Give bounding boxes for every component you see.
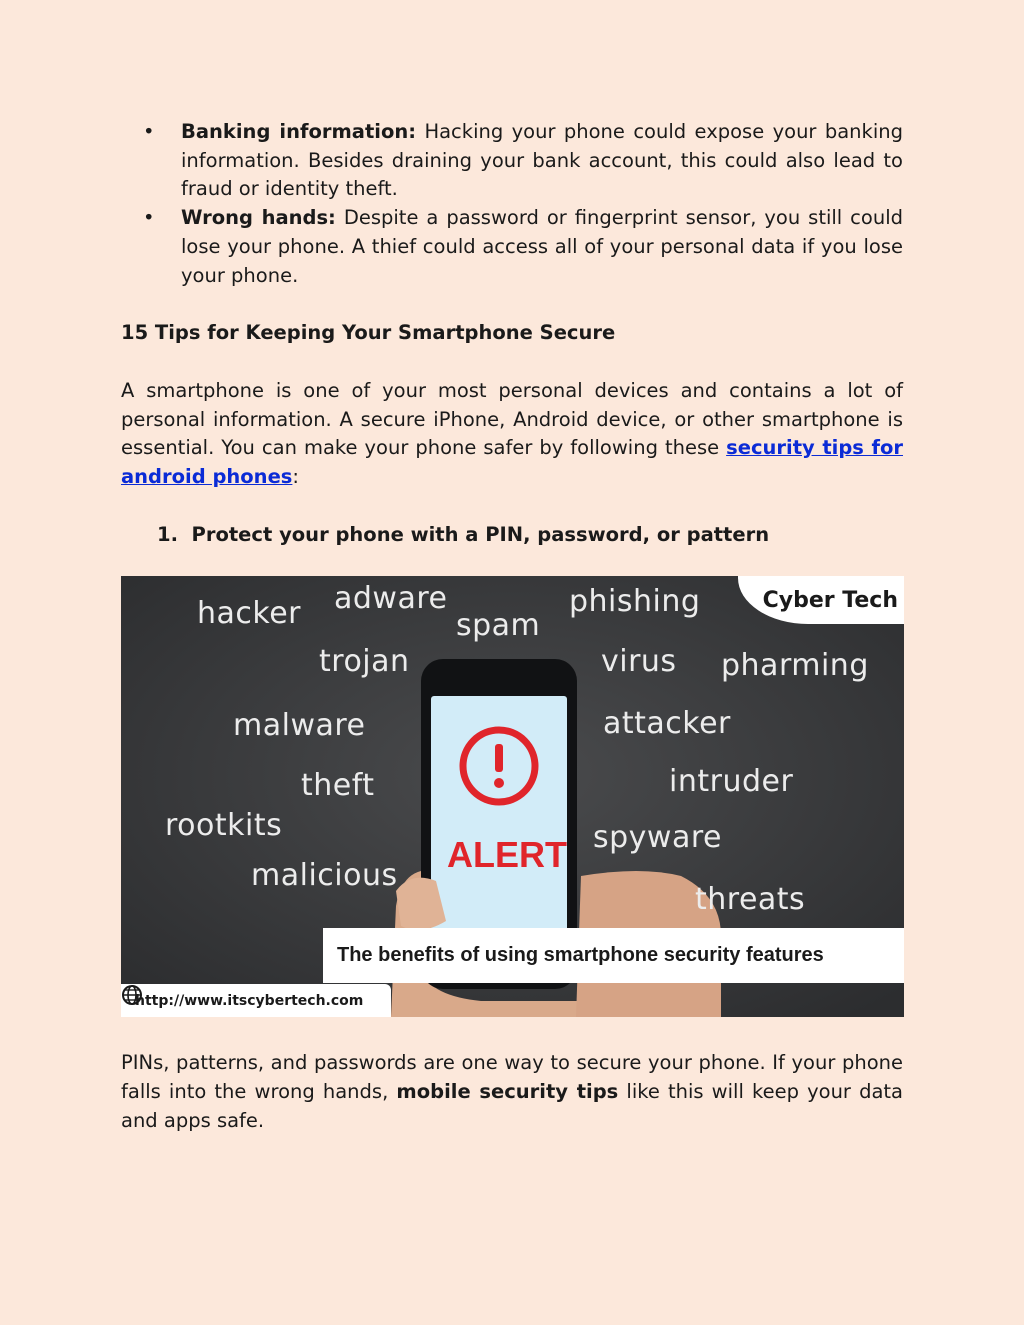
- risk-list: [121, 118, 903, 290]
- chalk-word: rootkits: [165, 808, 283, 844]
- security-tips-link[interactable]: security tips for android phones: [121, 436, 903, 489]
- closing-text: PINs, patterns, and passwords are one way to secure your phone. If your phone falls into the wrong hands,: [121, 1051, 903, 1104]
- image-caption: The benefits of using smartphone security features: [323, 928, 904, 983]
- intro-after: :: [292, 465, 299, 489]
- chalk-word: phishing: [569, 584, 701, 620]
- bullet-text: Hacking your phone could expose your banking information. Besides draining your bank account, this could also lead to fraud or identity theft.: [181, 120, 903, 201]
- chalk-word: virus: [601, 644, 677, 680]
- article-image: [121, 576, 904, 1017]
- chalk-word: attacker: [603, 706, 731, 742]
- intro-paragraph: [121, 377, 903, 492]
- closing-paragraph: [121, 1049, 903, 1135]
- chalk-word: threats: [695, 882, 806, 918]
- section-heading: 15 Tips for Keeping Your Smartphone Secure: [121, 321, 616, 345]
- chalk-word: spam: [456, 608, 541, 644]
- closing-bold: mobile security tips: [396, 1080, 619, 1104]
- step-heading: 1. Protect your phone with a PIN, password, or pattern: [157, 522, 770, 546]
- closing-after: like this will keep your data and apps safe.: [121, 1080, 903, 1132]
- tips-list: [121, 521, 903, 550]
- bullet-text: Despite a password or fingerprint sensor, you still could lose your phone. A thief could access all of your personal data if you lose your phone.: [181, 206, 903, 287]
- chalk-word: hacker: [197, 596, 301, 632]
- alert-label: ALERT: [447, 834, 567, 876]
- chalk-word: spyware: [593, 820, 722, 856]
- chalk-word: trojan: [319, 644, 410, 680]
- bullet-dot: •: [143, 206, 155, 230]
- chalk-word: malicious: [251, 858, 398, 894]
- document-page: [121, 118, 903, 1136]
- chalk-word: adware: [334, 581, 448, 617]
- chalk-word: pharming: [721, 648, 869, 684]
- chalk-word: malware: [233, 708, 366, 744]
- bullet-term: Wrong hands:: [181, 206, 336, 230]
- brand-logo: Cyber Tech: [738, 576, 904, 624]
- bullet-term: Banking information:: [181, 120, 417, 143]
- list-item: [121, 204, 903, 290]
- website-url: http://www.itscybertech.com: [135, 992, 364, 1009]
- chalk-word: intruder: [669, 764, 794, 800]
- list-item: [121, 118, 903, 204]
- bullet-dot: •: [143, 120, 155, 143]
- url-bar: [121, 984, 391, 1017]
- globe-icon: [121, 984, 143, 1006]
- chalk-word: theft: [301, 768, 375, 804]
- intro-text: A smartphone is one of your most personal devices and contains a lot of personal information. A secure iPhone, Android device, or other smartphone is essential. You can make your phone safer by following these: [121, 378, 903, 460]
